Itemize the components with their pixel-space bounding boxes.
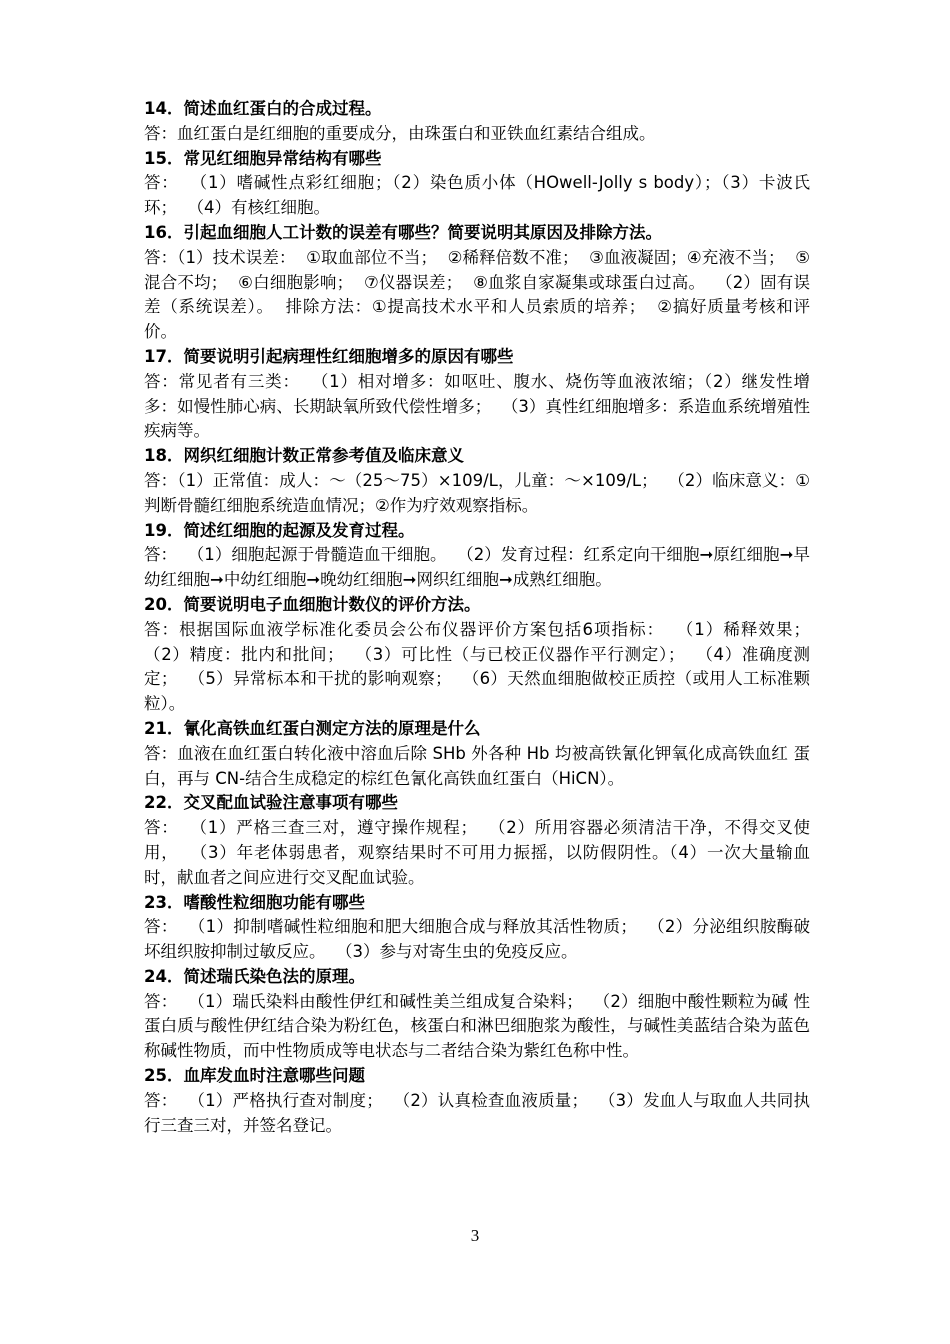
- question-heading: 21．氰化高铁血红蛋白测定方法的原理是什么: [144, 718, 481, 738]
- answer-text: 答：（1）正常值：成人：～（25～75）×109/L，儿童：～×109/L； （2）临床意义：①判断骨髓红细胞系统造血情况；②作为疗效观察指标。: [144, 470, 810, 515]
- qa-item: [144, 519, 810, 593]
- question-heading: 20．简要说明电子血细胞计数仪的评价方法。: [144, 594, 481, 614]
- question-heading: 24．简述瑞氏染色法的原理。: [144, 966, 365, 986]
- answer-text: 答：（1）技术误差： ①取血部位不当； ②稀释倍数不准； ③血液凝固；④充液不当； ⑤混合不均； ⑥白细胞影响； ⑦仪器误差； ⑧血浆自家凝集或球蛋白过高。 （2）固有误差（系统误差）。 排除方法：①提高技术水平和人员索质的培养； ②搞好质量考核和评价。: [144, 247, 810, 342]
- qa-item: [144, 147, 810, 221]
- question-heading: 17．简要说明引起病理性红细胞增多的原因有哪些: [144, 346, 514, 366]
- answer-text: 答：根据国际血液学标准化委员会公布仪器评价方案包括6项指标： （1）稀释效果； （2）精度：批内和批间； （3）可比性（与已校正仪器作平行测定）； （4）准确度测定； （5）异常标本和干扰的影响观察； （6）天然血细胞做校正质控（或用人工标准颗粒）。: [144, 619, 821, 714]
- qa-item: [144, 345, 810, 444]
- answer-text: 答： （1）抑制嗜碱性粒细胞和肥大细胞合成与释放其活性物质； （2）分泌组织胺酶破坏组织胺抑制过敏反应。 （3）参与对寄生虫的免疫反应。: [144, 917, 810, 962]
- page-number: 3: [470, 1226, 480, 1245]
- qa-item: [144, 965, 810, 1064]
- qa-item: [144, 593, 821, 717]
- answer-text: 答： （1）严格三查三对，遵守操作规程； （2）所用容器必须清洁干净，不得交叉使用， （3）年老体弱患者，观察结果时不可用力振摇，以防假阴性。（4）一次大量输血时，献血者之间应进行交叉配血试验。: [144, 818, 810, 887]
- qa-item: [144, 444, 810, 518]
- question-heading: 22．交叉配血试验注意事项有哪些: [144, 793, 398, 813]
- question-heading: 15．常见红细胞异常结构有哪些: [144, 148, 382, 168]
- answer-text: 答： （1）瑞氏染料由酸性伊红和碱性美兰组成复合染料； （2）细胞中酸性颗粒为碱 性蛋白质与酸性伊红结合染为粉红色，核蛋白和淋巴细胞浆为酸性，与碱性美蓝结合染为蓝色称碱性物质，而中性物质成等电状态与二者结合染为紫红色称中性。: [144, 991, 810, 1061]
- qa-item: [144, 717, 810, 791]
- qa-item: [144, 221, 810, 345]
- answer-text: 答：血红蛋白是红细胞的重要成分，由珠蛋白和亚铁血红素结合组成。: [144, 123, 656, 143]
- answer-text: 答：血液在血红蛋白转化液中溶血后除 SHb 外各种 Hb 均被高铁氰化钾氧化成高铁血红 蛋白，再与 CN-结合生成稳定的棕红色氰化高铁血红蛋白（HiCN）。: [144, 743, 810, 788]
- qa-item: [144, 891, 810, 965]
- qa-item: [144, 1064, 810, 1138]
- question-heading: 16．引起血细胞人工计数的误差有哪些？简要说明其原因及排除方法。: [144, 222, 662, 242]
- answer-text: 答： （1）细胞起源于骨髓造血干细胞。 （2）发育过程：红系定向干细胞➞原红细胞➞早幼红细胞➞中幼红细胞➞晚幼红细胞➞网织红细胞➞成熟红细胞。: [144, 545, 810, 590]
- question-heading: 25．血库发血时注意哪些问题: [144, 1066, 365, 1086]
- question-heading: 18．网织红细胞计数正常参考值及临床意义: [144, 446, 464, 466]
- question-heading: 19．简述红细胞的起源及发育过程。: [144, 520, 415, 540]
- answer-text: 答： （1）嗜碱性点彩红细胞；（2）染色质小体（HOwell-Jolly s body）；（3）卡波氏环； （4）有核红细胞。: [144, 173, 810, 218]
- answer-text: 答：常见者有三类： （1）相对增多：如呕吐、腹水、烧伤等血液浓缩；（2）继发性增多：如慢性肺心病、长期缺氧所致代偿性增多； （3）真性红细胞增多：系造血系统增殖性疾病等。: [144, 371, 810, 441]
- qa-list: [144, 97, 821, 1138]
- qa-item: [144, 791, 810, 890]
- question-heading: 23．嗜酸性粒细胞功能有哪些: [144, 892, 365, 912]
- answer-text: 答： （1）严格执行查对制度； （2）认真检查血液质量； （3）发血人与取血人共同执行三查三对，并签名登记。: [144, 1090, 810, 1135]
- question-heading: 14．简述血红蛋白的合成过程。: [144, 99, 382, 118]
- qa-item: [144, 97, 810, 147]
